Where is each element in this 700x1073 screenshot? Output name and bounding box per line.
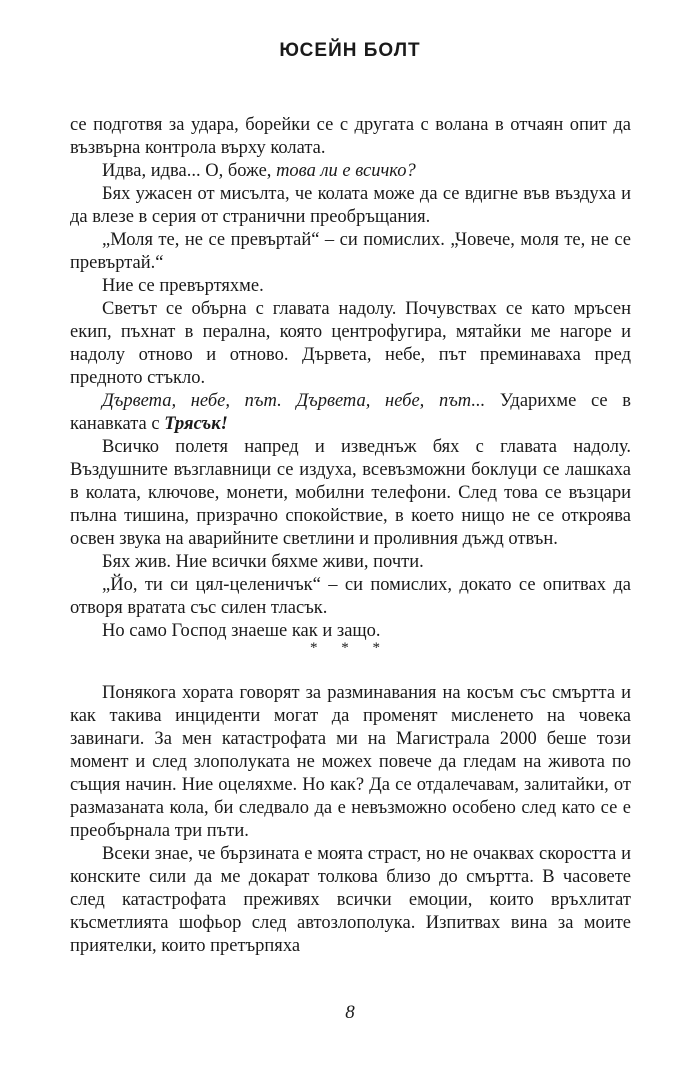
paragraph: [70, 160, 631, 183]
paragraph: Ние се превъртяхме.: [102, 276, 264, 296]
running-head: ЮСЕЙН БОЛТ: [279, 40, 421, 61]
paragraph: Светът се обърна с главата надолу. Почувствах се като мръсен екип, пъхнат в перална, която центрофугира, мятайки ме нагоре и надолу отново и отново. Дървета, небе, път преминаваха пред предното стъкло.: [70, 299, 631, 388]
paragraph: се подготвя за удара, борейки се с другата с волана в отчаян опит да възвърна контрола върху колата.: [70, 115, 631, 158]
italic-thought: това ли е всичко?: [276, 161, 416, 181]
paragraph: Бях жив. Ние всички бяхме живи, почти.: [102, 552, 424, 572]
section-separator: * * *: [310, 640, 390, 656]
paragraph: „Моля те, не се превъртай“ – си помислих. „Човече, моля те, не се превъртай.“: [70, 230, 631, 273]
paragraph: Но само Господ знаеше как и защо.: [102, 621, 381, 641]
paragraph: Всеки знае, че бързината е моята страст, но не очаквах скоростта и конските сили да ме докарат толкова близо до смъртта. В часовете след катастрофата преживях всички емоции, които връхлитат късметлията шофьор след автозлополука. Изпитвах вина за моите приятелки, които претърпяха: [70, 844, 631, 956]
paragraph: Бях ужасен от мисълта, че колата може да се вдигне във въздуха и да влезе в серия от странични преобръщания.: [70, 184, 631, 227]
paragraph: [70, 390, 631, 436]
text-section-1: [70, 114, 631, 643]
italic-thought: Дървета, небе, път. Дървета, небе, път...: [102, 391, 486, 411]
paragraph: „Йо, ти си цял-целеничък“ – си помислих, докато се опитвах да отворя вратата със силен тласък.: [70, 575, 631, 618]
bold-italic-exclamation: Трясък!: [164, 414, 228, 434]
paragraph-text: Ударихме се в канавката с: [70, 391, 631, 434]
paragraph: Всичко полетя напред и изведнъж бях с главата надолу. Въздушните възглавници се издуха, всевъзможни боклуци се лашкаха в колата, ключове, монети, мобилни телефони. След това се възцари пълна тишина, призрачно спокойствие, в което нищо не се откроява освен звука на аварийните светлини и проливния дъжд отвън.: [70, 437, 631, 549]
text-section-2: [70, 682, 631, 958]
paragraph-text: Идва, идва... О, боже,: [102, 161, 277, 181]
paragraph: Понякога хората говорят за разминавания на косъм със смъртта и как такива инциденти могат да променят мисленето на човека завинаги. За мен катастрофата ми на Магистрала 2000 беше този момент и след злополуката не можех повече да гледам на живота по същия начин. Ние оцеляхме. Но как? Да се отдалечавам, залитайки, от размазаната кола, би следвало да е невъзможно особено след като се е преобърнала три пъти.: [70, 683, 631, 841]
page-number: 8: [345, 1002, 355, 1023]
